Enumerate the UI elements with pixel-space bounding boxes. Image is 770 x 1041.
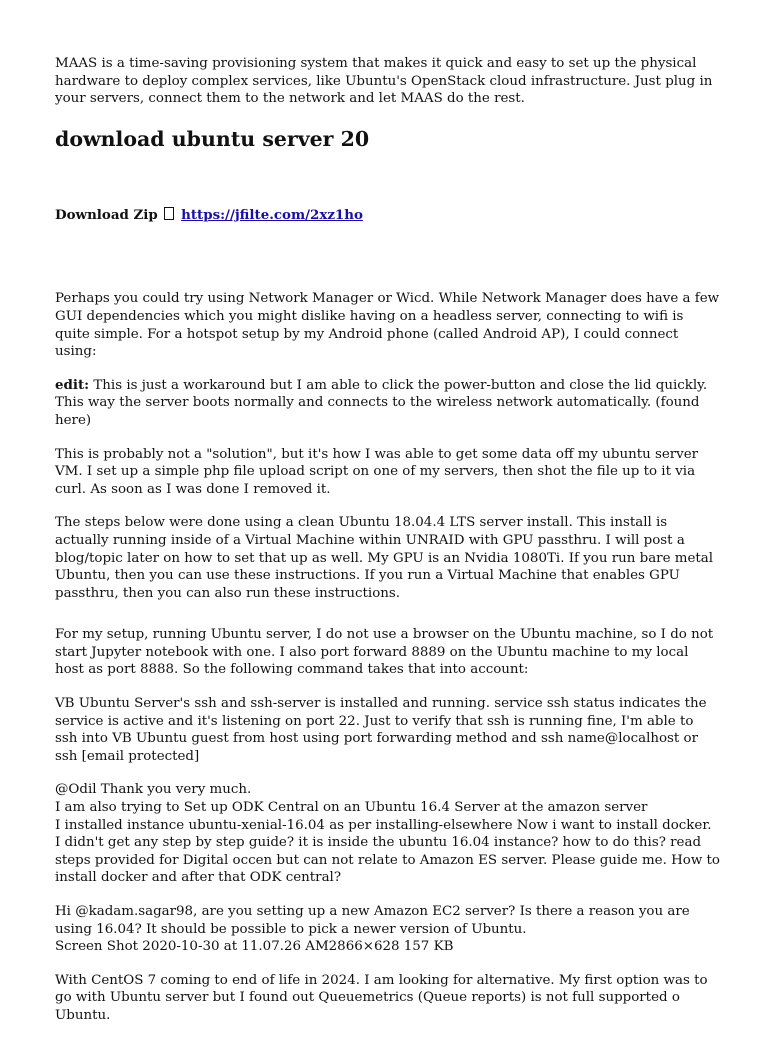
paragraph-setup: For my setup, running Ubuntu server, I do not use a browser on the Ubuntu machine, so I do not start Jupyter notebook with one. I also port forward 8889 on the Ubuntu machine to my local host as port 8888. So the following command takes that into account: [55, 627, 714, 678]
paragraph-solution: This is probably not a "solution", but it's how I was able to get some data off my ubuntu server VM. I set up a simple php file upload script on one of my servers, then shot the file up to it via curl. As soon as I was done I removed it. [55, 446, 699, 497]
odk-line: @Odil Thank you very much. [55, 782, 252, 798]
paragraph-edit [55, 377, 720, 430]
page-title: download ubuntu server 20 [55, 126, 370, 151]
paragraph-odk [55, 781, 720, 887]
odk-line: I didn't get any step by step guide? it is inside the ubuntu 16.04 instance? how to do this? read steps provided for Digital occen but can not relate to Amazon ES server. Please guide me. How to install docker and after that ODK central? [55, 835, 720, 886]
paragraph-steps: The steps below were done using a clean Ubuntu 18.04.4 LTS server install. This install is actually running inside of a Virtual Machine within UNRAID with GPU passthru. I will post a blog/topic later on how to set that up as well. My GPU is an Nvidia 1080Ti. If you run bare metal Ubuntu, then you can use these instructions. If you run a Virtual Machine that enables GPU passthru, then you can also run these instructions. [55, 515, 714, 601]
edit-label: edit: [55, 376, 90, 393]
intro-paragraph: MAAS is a time-saving provisioning system that makes it quick and easy to set up the physical hardware to deploy complex services, like Ubuntu's OpenStack cloud infrastructure. Just plug in your servers, connect them to the network and let MAAS do the rest. [55, 56, 713, 107]
document-page [55, 55, 720, 1041]
ec2-line: Hi @kadam.sagar98, are you setting up a new Amazon EC2 server? Is there a reason you are using 16.04? It should be possible to pick a newer version of Ubuntu. [55, 904, 690, 937]
download-label: Download Zip [55, 206, 158, 223]
edit-text: This is just a workaround but I am able to click the power-button and close the lid quickly. This way the server boots normally and connects to the wireless network automatically. (found here) [55, 377, 708, 428]
box-glyph-icon [164, 207, 174, 220]
paragraph-network-manager: Perhaps you could try using Network Manager or Wicd. While Network Manager does have a few GUI dependencies which you might dislike having on a headless server, connecting to wifi is quite simple. For a hotspot setup by my Android phone (called Android AP), I could connect using: [55, 291, 720, 360]
download-link[interactable]: https://jfilte.com/2xz1ho [181, 206, 363, 223]
download-line [55, 207, 720, 225]
ec2-line: Screen Shot 2020-10-30 at 11.07.26 AM2866×628 157 KB [55, 939, 454, 955]
paragraph-ec2 [55, 903, 720, 956]
odk-line: I am also trying to Set up ODK Central on an Ubuntu 16.4 Server at the amazon server [55, 800, 648, 816]
paragraph-ssh: VB Ubuntu Server's ssh and ssh-server is installed and running. service ssh status indicates the service is active and it's listening on port 22. Just to verify that ssh is running fine, I'm able to ssh into VB Ubuntu guest from host using port forwarding method and ssh name@localhost or ssh [email protected] [55, 696, 707, 764]
paragraph-centos: With CentOS 7 coming to end of life in 2024. I am looking for alternative. My first option was to go with Ubuntu server but I found out Queuemetrics (Queue reports) is not full supported o Ubuntu. [55, 972, 708, 1023]
odk-line: I installed instance ubuntu-xenial-16.04 as per installing-elsewhere Now i want to install docker. [55, 817, 712, 833]
